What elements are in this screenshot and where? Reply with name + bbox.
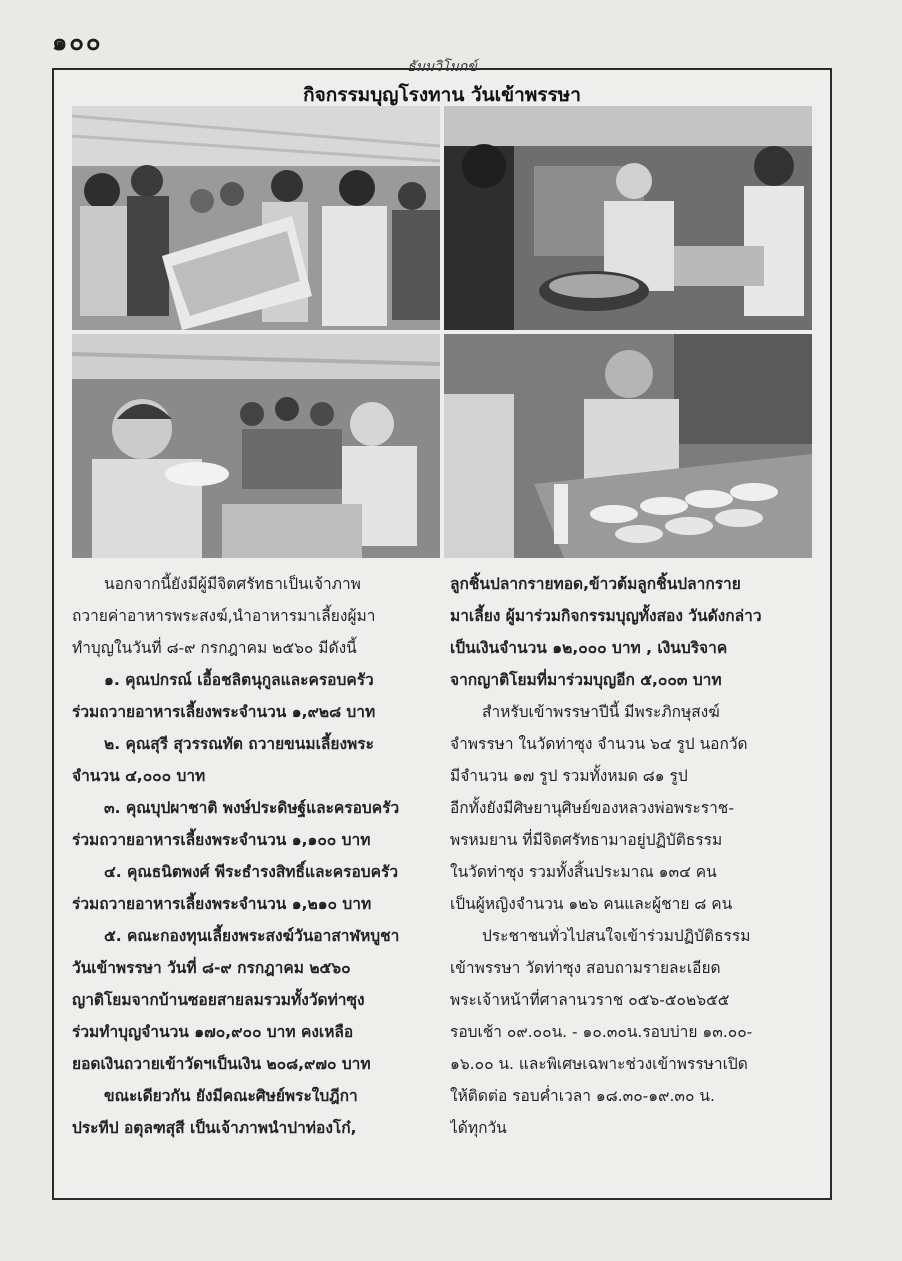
paragraph-line: นอกจากนี้ยังมีผู้มีจิตศรัทธาเป็นเจ้าภาพ [104,575,361,593]
donor-line: ร่วมถวายอาหารเลี้ยงพระจำนวน ๑,๒๑๐ บาท [72,895,372,913]
photo-cooking [444,106,812,330]
donor-line: ญาติโยมจากบ้านซอยสายลมรวมทั้งวัดท่าซุง [72,991,365,1009]
article-frame [52,59,832,1200]
donor-line: มาเลี้ยง ผู้มาร่วมกิจกรรมบุญทั้งสอง วันดังกล่าว [450,607,762,625]
paragraph-line: ทำบุญในวันที่ ๘-๙ กรกฎาคม ๒๕๖๐ มีดังนี้ [72,639,357,657]
donor-line: ประทีป อตุลฑสุสี เป็นเจ้าภาพนำปาท่องโก๋, [72,1119,357,1137]
paragraph-line: สำหรับเข้าพรรษาปีนี้ มีพระภิกษุสงฆ์ [482,703,720,721]
paragraph-line: เข้าพรรษา วัดท่าซุง สอบถามรายละเอียด [450,959,721,977]
photo-grid [72,106,812,558]
article-body [72,568,812,1144]
paragraph-line: ๑๖.๐๐ น. และพิเศษเฉพาะช่วงเข้าพรรษาเปิด [450,1055,748,1073]
paragraph-line: ได้ทุกวัน [450,1119,507,1137]
donor-line: ๑. คุณปกรณ์ เอื้อชลิตนุกูลและครอบครัว [104,671,374,689]
donor-line: ขณะเดียวกัน ยังมีคณะศิษย์พระใบฎีกา [104,1087,358,1105]
paragraph-line: อีกทั้งยังมีศิษยานุศิษย์ของหลวงพ่อพระราช- [450,799,734,817]
donor-line: ยอดเงินถวายเข้าวัดฯเป็นเงิน ๒๐๘,๙๗๐ บาท [72,1055,371,1073]
right-column [450,568,812,1144]
donor-line: จากญาติโยมที่มาร่วมบุญอีก ๕,๐๐๓ บาท [450,671,722,689]
photo-woman-bowl [72,334,440,558]
left-column [72,568,434,1144]
paragraph-line: พระเจ้าหน้าที่ศาลานวราช ๐๕๖-๕๐๒๖๕๕ [450,991,730,1009]
donor-line: ร่วมถวายอาหารเลี้ยงพระจำนวน ๑,๙๒๘ บาท [72,703,376,721]
paragraph-line: ถวายค่าอาหารพระสงฆ์,นำอาหารมาเลี้ยงผู้มา [72,607,376,625]
paragraph-line: ประชาชนทั่วไปสนใจเข้าร่วมปฏิบัติธรรม [482,927,751,945]
page-number: ๑๐๐ [52,27,103,56]
photo-bowls [444,334,812,558]
donor-line: ลูกชิ้นปลากรายทอด,ข้าวต้มลูกชิ้นปลากราย [450,575,741,593]
photo-crowd-serving [72,106,440,330]
paragraph-line: ในวัดท่าซุง รวมทั้งสิ้นประมาณ ๑๓๔ คน [450,863,717,881]
donor-line: เป็นเงินจำนวน ๑๒,๐๐๐ บาท , เงินบริจาค [450,639,728,657]
section-name: ธัมมวิโมกข์ [407,59,477,75]
paragraph-line: มีจำนวน ๑๗ รูป รวมทั้งหมด ๘๑ รูป [450,767,688,785]
donor-line: ๔. คุณธนิตพงศ์ พีระธำรงสิทธิ์และครอบครัว [104,863,399,881]
donor-line: ๓. คุณบุปผาชาติ พงษ์ประดิษฐ์และครอบครัว [104,799,400,817]
paragraph-line: เป็นผู้หญิงจำนวน ๑๒๖ คนและผู้ชาย ๘ คน [450,895,733,913]
donor-line: วันเข้าพรรษา วันที่ ๘-๙ กรกฎาคม ๒๕๖๐ [72,959,351,977]
paragraph-line: จำพรรษา ในวัดท่าซุง จำนวน ๖๔ รูป นอกวัด [450,735,748,753]
donor-line: ร่วมถวายอาหารเลี้ยงพระจำนวน ๑,๑๐๐ บาท [72,831,371,849]
donor-line: ๕. คณะกองทุนเลี้ยงพระสงฆ์วันอาสาฬหบูชา [104,927,400,945]
paragraph-line: ให้ติดต่อ รอบค่ำเวลา ๑๘.๓๐-๑๙.๓๐ น. [450,1087,715,1105]
article-title: กิจกรรมบุญโรงทาน วันเข้าพรรษา [303,84,581,106]
paragraph-line: รอบเช้า ๐๙.๐๐น. - ๑๐.๓๐น.รอบบ่าย ๑๓.๐๐- [450,1023,753,1041]
donor-line: จำนวน ๔,๐๐๐ บาท [72,767,206,785]
donor-line: ร่วมทำบุญจำนวน ๑๗๐,๙๐๐ บาท คงเหลือ [72,1023,354,1041]
donor-line: ๒. คุณสุรี สุวรรณทัต ถวายขนมเลี้ยงพระ [104,735,374,753]
paragraph-line: พรหมยาน ที่มีจิตศรัทธามาอยู่ปฏิบัติธรรม [450,831,723,849]
